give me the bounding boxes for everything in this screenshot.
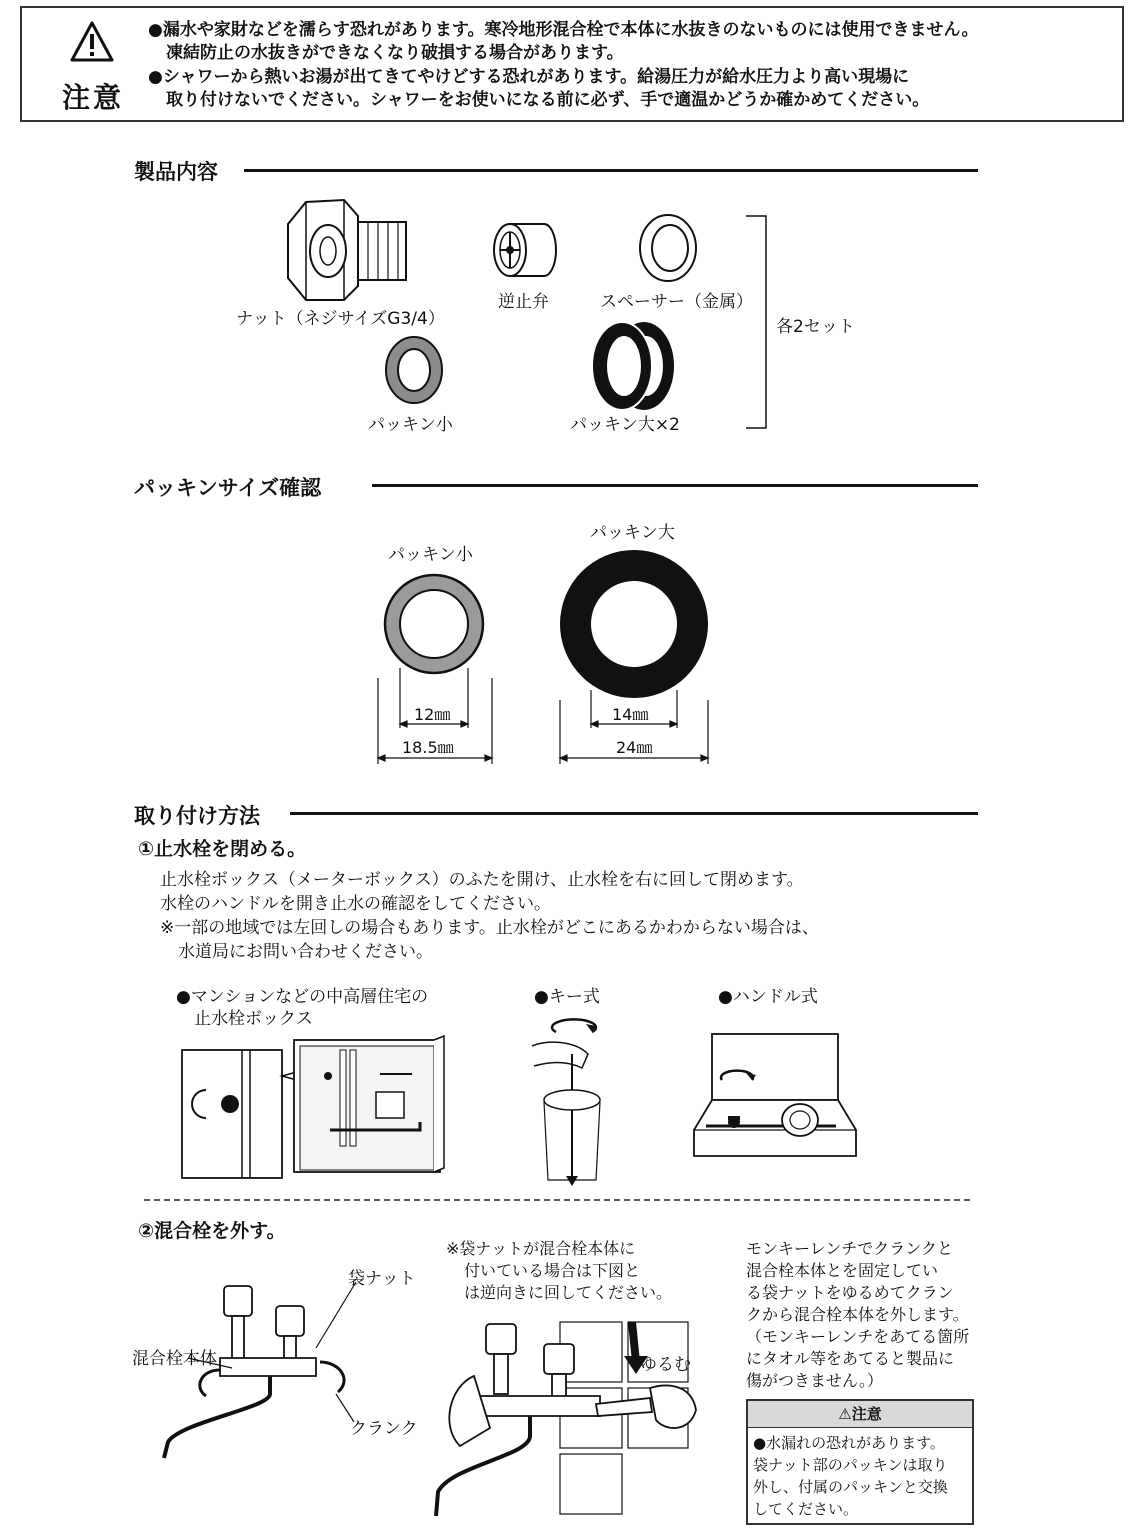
- instructions-line-6: にタオル等をあてると製品に: [746, 1349, 955, 1368]
- caution-title: ⚠注意: [748, 1401, 972, 1428]
- contents-title: 製品内容: [134, 160, 218, 184]
- packing-large-label: パッキン大×2: [570, 415, 680, 435]
- warning-line-2: 凍結防止の水抜きができなくなり破損する場合があります。: [166, 43, 624, 63]
- warning-line-4: 取り付けないでください。シャワーをお使いになる前に必ず、手で適温かどうか確かめてください。: [166, 90, 930, 110]
- mansion-box-illustration: [180, 1030, 450, 1190]
- label-crank: クランク: [350, 1419, 418, 1439]
- label-faucet-body: 混合栓本体: [132, 1349, 217, 1369]
- small-outer-dim: 18.5㎜: [402, 738, 454, 757]
- type-key-label: ●キー式: [534, 987, 600, 1007]
- step2-note-line-3: は逆向きに回してください。: [464, 1283, 673, 1302]
- install-title: 取り付け方法: [134, 804, 260, 828]
- step1-line-3: ※一部の地域では左回しの場合もあります。止水栓がどこにあるかわからない場合は、: [160, 918, 819, 938]
- type-mansion-line-1: ●マンションなどの中高層住宅の: [176, 987, 429, 1007]
- spacer-illustration: [636, 212, 700, 284]
- step2-note-line-2: 付いている場合は下図と: [464, 1261, 641, 1280]
- instructions-line-1: モンキーレンチでクランクと: [746, 1239, 953, 1258]
- caution-line-4: してください。: [753, 1500, 859, 1518]
- step2-heading: ②混合栓を外す。: [138, 1220, 286, 1242]
- packing-size-title: パッキンサイズ確認: [134, 476, 322, 500]
- caution-line-3: 外し、付属のパッキンと交換: [753, 1478, 948, 1496]
- instructions-line-2: 混合栓本体とを固定してい: [746, 1261, 939, 1280]
- set-bracket: [746, 214, 770, 430]
- warning-triangle-icon: [70, 20, 114, 64]
- contents-rule: [244, 169, 978, 172]
- warning-heading: 注意: [62, 81, 125, 114]
- step1-line-1: 止水栓ボックス（メーターボックス）のふたを開け、止水栓を右に回して閉めます。: [160, 870, 804, 890]
- packing-small-label: パッキン小: [368, 415, 453, 435]
- step-divider: [144, 1199, 970, 1201]
- large-inner-dim: 14㎜: [612, 705, 649, 724]
- step1-line-4: 水道局にお問い合わせください。: [178, 942, 433, 962]
- packing-size-large-label: パッキン大: [590, 523, 675, 543]
- install-rule: [290, 812, 978, 815]
- step1-heading: ①止水栓を閉める。: [138, 838, 307, 860]
- packing-size-small-label: パッキン小: [388, 545, 473, 565]
- nut-label: ナット（ネジサイズG3/4）: [236, 309, 445, 329]
- instructions-line-5: （モンキーレンチをあてる箇所: [746, 1327, 970, 1346]
- check-valve-label: 逆止弁: [498, 292, 549, 312]
- check-valve-illustration: [486, 220, 560, 280]
- packing-size-rule: [372, 484, 978, 487]
- small-inner-dim: 12㎜: [414, 705, 451, 724]
- type-mansion-line-2: 止水栓ボックス: [194, 1009, 313, 1029]
- key-type-illustration: [522, 1010, 612, 1192]
- instructions-line-3: る袋ナットをゆるめてクラン: [746, 1283, 954, 1302]
- packing-large-illustration: [588, 318, 678, 414]
- packing-small-illustration: [382, 334, 446, 406]
- caution-box: [746, 1399, 974, 1525]
- faucet-removal-illustration: [140, 1262, 430, 1482]
- nut-illustration: [280, 196, 420, 304]
- warning-line-1: ●漏水や家財などを濡らす恐れがあります。寒冷地形混合栓で本体に水抜きのないものには使用できません。: [148, 20, 979, 40]
- loosen-label: ゆるむ: [640, 1355, 691, 1375]
- label-bag-nut: 袋ナット: [348, 1269, 416, 1289]
- type-handle-label: ●ハンドル式: [718, 987, 818, 1007]
- step2-note-line-1: ※袋ナットが混合栓本体に: [446, 1239, 636, 1258]
- caution-line-1: ●水漏れの恐れがあります。: [753, 1434, 945, 1452]
- warning-line-3: ●シャワーから熱いお湯が出てきてやけどする恐れがあります。給湯圧力が給水圧力より高い現場に: [148, 67, 910, 87]
- set-label: 各2セット: [776, 317, 855, 337]
- instructions-line-7: 傷がつきません。）: [746, 1371, 883, 1390]
- instructions-line-4: クから混合栓本体を外します。: [746, 1305, 969, 1324]
- step1-line-2: 水栓のハンドルを開き止水の確認をしてください。: [160, 894, 551, 914]
- handle-type-illustration: [686, 1030, 866, 1160]
- wrench-loosen-illustration: [420, 1316, 710, 1526]
- caution-line-2: 袋ナット部のパッキンは取り: [753, 1456, 948, 1474]
- large-outer-dim: 24㎜: [616, 738, 653, 757]
- spacer-label: スペーサー（金属）: [600, 292, 753, 312]
